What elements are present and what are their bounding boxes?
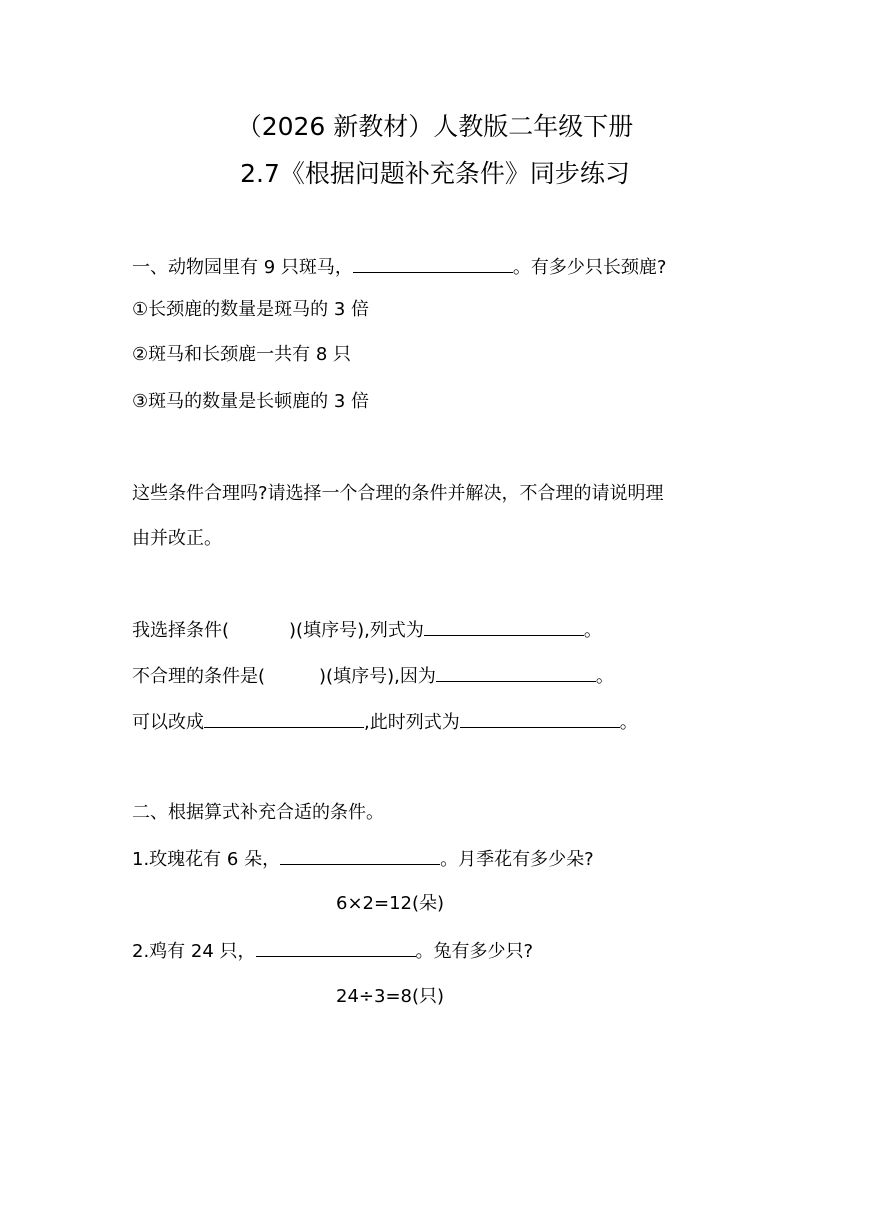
answer-unreasonable-reason-blank[interactable]	[436, 665, 596, 682]
section1-question	[132, 256, 666, 279]
section1-question-blank[interactable]	[353, 256, 513, 273]
answer-correction-pre: 可以改成	[132, 712, 204, 733]
section2-q2-post: 。兔有多少只?	[415, 941, 534, 962]
section2-heading: 二、根据算式补充合适的条件。	[132, 802, 384, 823]
worksheet-title-line1: （2026 新教材）人教版二年级下册	[236, 112, 634, 141]
answer-correction-blank[interactable]	[204, 711, 364, 728]
section1-question-text-pre: 一、动物园里有 9 只斑马，	[132, 257, 353, 278]
section1-prompt-line1: 这些条件合理吗?请选择一个合理的条件并解决，不合理的请说明理	[132, 483, 664, 504]
section1-answer-correction	[132, 711, 638, 734]
section1-question-text-post: 。有多少只长颈鹿?	[512, 257, 667, 278]
answer-choose-end: 。	[583, 620, 602, 641]
section1-answer-choose	[132, 619, 602, 642]
answer-choose-equation-blank[interactable]	[424, 619, 584, 636]
section2-question2	[132, 940, 533, 963]
section2-q2-pre: 2.鸡有 24 只，	[132, 941, 256, 962]
section2-q2-equation: 24÷3=8(只)	[336, 986, 445, 1007]
answer-correction-end: 。	[619, 712, 638, 733]
worksheet-title-line2: 2.7《根据问题补充条件》同步练习	[240, 159, 630, 188]
section2-q1-blank[interactable]	[280, 848, 440, 865]
section1-option-3: ③斑马的数量是长顿鹿的 3 倍	[132, 391, 370, 412]
section1-option-1: ①长颈鹿的数量是斑马的 3 倍	[132, 299, 370, 320]
answer-correction-mid: ,此时列式为	[364, 712, 460, 733]
answer-unreasonable-pre: 不合理的条件是(	[132, 666, 266, 687]
section1-answer-unreasonable	[132, 665, 614, 688]
answer-choose-mid: )(填序号),列式为	[289, 620, 424, 641]
answer-correction-equation-blank[interactable]	[460, 711, 620, 728]
answer-unreasonable-mid: )(填序号),因为	[319, 666, 436, 687]
section2-question1	[132, 848, 594, 871]
section1-prompt-line2: 由并改正。	[132, 528, 222, 549]
section1-option-2: ②斑马和长颈鹿一共有 8 只	[132, 344, 352, 365]
answer-choose-pre: 我选择条件(	[132, 620, 230, 641]
section2-q2-blank[interactable]	[256, 940, 416, 957]
section2-q1-equation: 6×2=12(朵)	[336, 893, 445, 914]
section2-q1-post: 。月季花有多少朵?	[440, 849, 594, 870]
section2-q1-pre: 1.玫瑰花有 6 朵，	[132, 849, 281, 870]
answer-unreasonable-end: 。	[595, 666, 614, 687]
